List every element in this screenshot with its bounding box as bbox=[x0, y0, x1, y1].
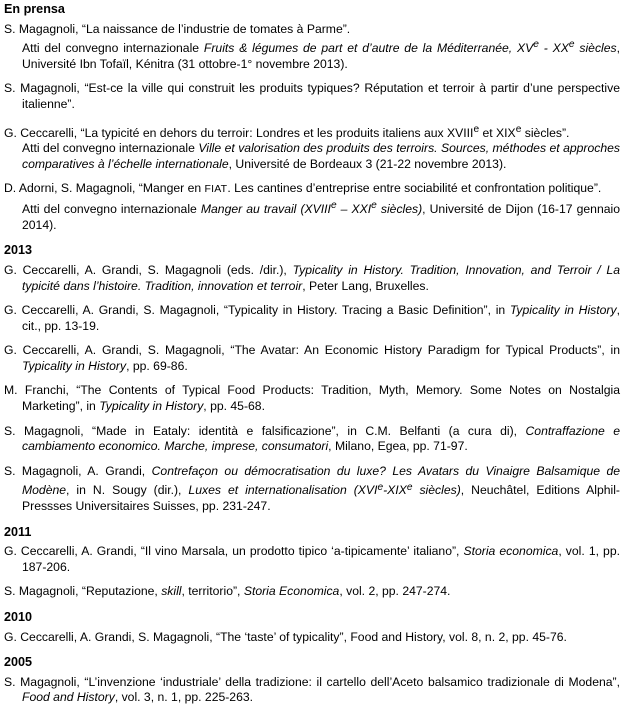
bib-entry bbox=[4, 544, 620, 575]
section-in-press bbox=[4, 2, 620, 233]
entry-italic: siècles) bbox=[412, 483, 461, 498]
entry-text: S. Magagnoli, A. Grandi, bbox=[4, 463, 152, 478]
entry-proceedings bbox=[22, 141, 620, 172]
superscript: e bbox=[371, 200, 377, 212]
entry-italic: -XIX bbox=[383, 483, 407, 498]
entry-italic: – XXI bbox=[336, 202, 372, 217]
section-heading: 2013 bbox=[4, 243, 33, 258]
entry-text: S. Magagnoli, “La naissance de l’industrie de tomates à Parme”. bbox=[4, 21, 351, 36]
section-2011 bbox=[4, 525, 620, 600]
entry-italic: Typicality in History bbox=[99, 399, 204, 414]
entry-text: , pp. 69-86. bbox=[126, 358, 188, 373]
section-heading: En prensa bbox=[4, 2, 65, 16]
entry-text: S. Magagnoli, “Reputazione, bbox=[4, 584, 162, 599]
entry-text: Atti del convegno internazionale bbox=[22, 141, 199, 156]
superscript: e bbox=[515, 123, 522, 135]
entry-text: , Neuchâtel, Editions Alphil-Pressses Universitaires Suisses, pp. 231-247. bbox=[22, 483, 620, 514]
entry-text: , in N. Sougy (dir.), bbox=[66, 483, 189, 498]
superscript: e bbox=[330, 200, 337, 212]
entry-text: , cit., pp. 13-19. bbox=[22, 303, 620, 333]
section-heading: 2011 bbox=[4, 524, 32, 539]
entry-italic: Contraffazione e cambiamento economico. Marche, imprese, consumatori bbox=[22, 423, 621, 454]
superscript: e bbox=[473, 123, 480, 135]
superscript: e bbox=[406, 481, 413, 493]
bib-entry bbox=[4, 122, 620, 173]
entry-text: S. Magagnoli, “L’invenzione ‘industriale’ della tradizione: il cartello dell’Aceto balsamico tradizionale di Modena”, bbox=[4, 674, 620, 689]
section-heading: 2005 bbox=[4, 655, 33, 670]
section-2013 bbox=[4, 243, 620, 514]
entry-text: G. Ceccarelli, A. Grandi, S. Magagnoli (eds. /dir.), bbox=[4, 262, 293, 277]
entry-text: , Université Ibn Tofaïl, Kénitra (31 ottobre-1° novembre 2013). bbox=[22, 41, 621, 71]
entry-proceedings bbox=[22, 37, 620, 72]
bib-entry bbox=[4, 343, 620, 374]
entry-text: . Les cantines d’entreprise entre sociabilité et confrontation politique”. bbox=[227, 181, 602, 196]
entry-italic: Luxes et internationalisation (XVI bbox=[188, 483, 378, 498]
entry-italic: Food and History bbox=[22, 690, 115, 705]
entry-text: Atti del convegno internazionale bbox=[22, 202, 201, 217]
entry-italic: Typicality in History. Tradition, Innovation, and Terroir / La typicité dans l’histoire. Tradition, innovation et terroir bbox=[22, 262, 620, 293]
entry-italic: Fruits & légumes de part et d’autre de la Méditerranée, XV bbox=[203, 41, 534, 56]
bib-entry bbox=[4, 81, 620, 112]
entry-proceedings bbox=[22, 198, 620, 233]
entry-text: , vol. 3, n. 1, pp. 225-263. bbox=[114, 690, 254, 705]
entry-text: S. Magagnoli, “Made in Eataly: identità e falsificazione”, in C.M. Belfanti (a cura di), bbox=[4, 423, 526, 438]
entry-text: , Peter Lang, Bruxelles. bbox=[302, 278, 429, 293]
entry-text: G. Ceccarelli, A. Grandi, S. Magagnoli, “The ‘taste’ of typicality”, Food and History, vol. 8, n. 2, pp. 45-76. bbox=[4, 629, 567, 644]
bib-entry bbox=[4, 675, 620, 706]
entry-italic: Storia Economica bbox=[243, 584, 340, 599]
entry-text: G. Ceccarelli, A. Grandi, S. Magagnoli, “Typicality in History. Tracing a Basic Definition”, in bbox=[4, 303, 510, 318]
entry-italic: siècles bbox=[574, 41, 617, 56]
entry-text: Atti del convegno internazionale bbox=[22, 41, 204, 56]
entry-text: , Milano, Egea, pp. 71-97. bbox=[328, 439, 468, 454]
section-2005 bbox=[4, 655, 620, 706]
entry-text: , Université de Bordeaux 3 (21-22 novembre 2013). bbox=[228, 156, 507, 171]
entry-italic: Storia economica bbox=[463, 544, 559, 559]
entry-text: M. Franchi, “The Contents of Typical Food Products: Tradition, Myth, Memory. Some Notes on Nostalgia Marketing”, in bbox=[4, 383, 620, 414]
bib-entry bbox=[4, 424, 620, 455]
bib-entry bbox=[4, 303, 620, 334]
bib-entry bbox=[4, 263, 620, 294]
entry-text: G. Ceccarelli, “La typicité en dehors du terroir: Londres et les produits italiens aux XVIII bbox=[4, 125, 474, 140]
entry-text: , pp. 45-68. bbox=[203, 399, 265, 414]
entry-italic: Ville et valorisation des produits des terroirs. Sources, méthodes et approches comparatives à l’échelle internationale bbox=[22, 141, 620, 171]
superscript: e bbox=[568, 39, 575, 51]
entry-text: D. Adorni, S. Magagnoli, “Manger en bbox=[4, 181, 205, 196]
section-2010 bbox=[4, 610, 620, 645]
entry-text: , vol. 1, pp. 187-206. bbox=[22, 544, 620, 574]
bib-entry bbox=[4, 22, 620, 73]
entry-italic: skill bbox=[161, 584, 182, 599]
entry-text: siècles”. bbox=[521, 125, 570, 140]
bib-entry bbox=[4, 584, 620, 600]
entry-italic: Contrefaçon ou démocratisation du luxe? Les Avatars du Vinaigre Balsamique de Modène bbox=[22, 463, 620, 498]
entry-text: S. Magagnoli, “Est-ce la ville qui construit les produits typiques? Réputation et terroir à partir d’une perspective italienne”. bbox=[4, 81, 620, 112]
bib-entry bbox=[4, 630, 620, 646]
superscript: e bbox=[533, 39, 539, 51]
entry-italic: Manger au travail (XVIII bbox=[200, 202, 331, 217]
bib-entry bbox=[4, 464, 620, 515]
superscript: e bbox=[377, 481, 384, 493]
entry-text: , vol. 2, pp. 247-274. bbox=[339, 584, 451, 599]
entry-smallcaps: FIAT bbox=[204, 183, 228, 196]
entry-text: , territorio”, bbox=[181, 584, 244, 599]
entry-text: et XIX bbox=[479, 125, 516, 140]
bib-entry bbox=[4, 383, 620, 414]
entry-text: , Université de Dijon (16-17 gennaio 2014). bbox=[22, 202, 620, 232]
entry-italic: Typicality in History bbox=[509, 303, 617, 318]
entry-text: G. Ceccarelli, A. Grandi, “Il vino Marsala, un prodotto tipico ‘a-tipicamente’ italiano”, bbox=[4, 544, 464, 559]
entry-italic: siècles) bbox=[376, 202, 423, 217]
entry-italic: - XX bbox=[538, 41, 569, 56]
entry-italic: Typicality in History bbox=[22, 358, 127, 373]
section-heading: 2010 bbox=[4, 610, 33, 625]
bib-entry bbox=[4, 181, 620, 233]
entry-text: G. Ceccarelli, A. Grandi, S. Magagnoli, “The Avatar: An Economic History Paradigm for Typical Products”, in bbox=[4, 343, 620, 358]
